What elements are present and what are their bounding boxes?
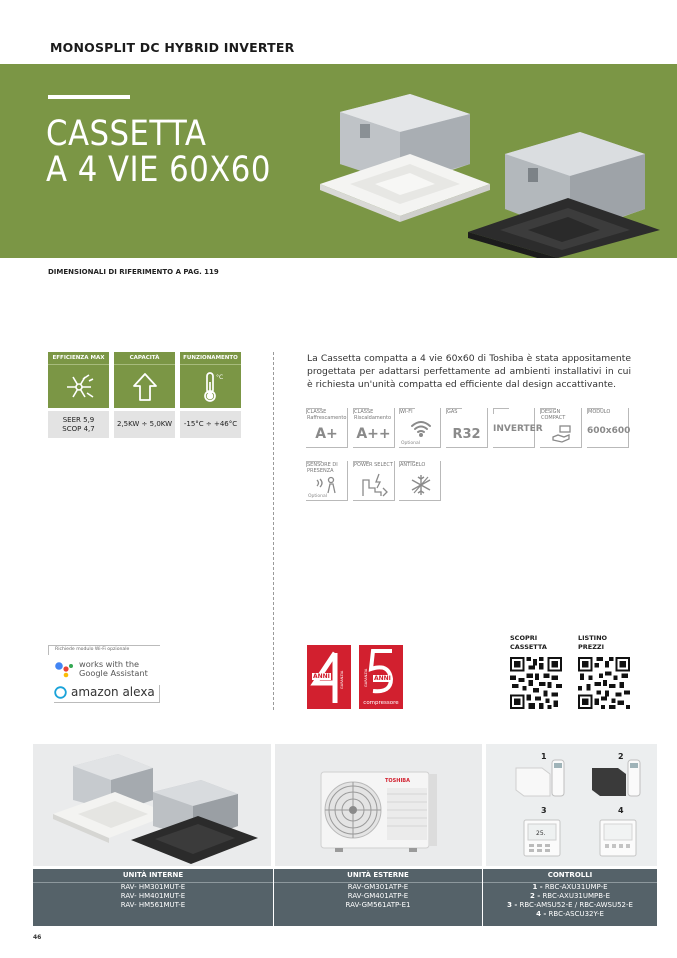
warranty-5-label: ANNI [374, 675, 391, 682]
table-row: RAV-GM561ATP-E1 [345, 901, 411, 909]
badge-module: MODULO 600x600 [587, 408, 629, 448]
controller-num-3: 3 [541, 806, 547, 815]
controller-num-2: 2 [618, 752, 624, 761]
badge-presence-sensor: SENSORE DI PRESENZA Optional [306, 461, 348, 501]
table-row: 1 - RBC-AXU31UMP-E [532, 883, 608, 891]
warranty-5-side: GARANZIA [364, 668, 368, 687]
thermometer-icon [197, 370, 225, 404]
wifi-module-note: Richiede modulo Wi-Fi opzionale [48, 645, 160, 655]
presence-sensor-icon [315, 476, 341, 494]
dimensions-reference: DIMENSIONALI DI RIFERIMENTO A PAG. 119 [48, 268, 219, 276]
hero-title-line1: CASSETTA [46, 114, 207, 154]
svg-text:°C: °C [215, 373, 223, 381]
controllers-image [486, 744, 657, 866]
hand-unit-icon [552, 425, 572, 443]
badge-cooling-class: CLASSE Raffrescamento A+ [306, 408, 348, 448]
qr-code-cassette[interactable] [510, 657, 562, 709]
indoor-units-header: UNITÀ INTERNE [33, 869, 273, 883]
amazon-alexa-badge: amazon alexa [54, 685, 160, 703]
feature-efficiency [48, 352, 109, 438]
models-table [33, 869, 657, 926]
outdoor-units-header: UNITÀ ESTERNE [274, 869, 482, 883]
scop-value: SCOP 4,7 [62, 424, 95, 433]
feature-blocks [48, 352, 241, 438]
badge-gas: GAS R32 [446, 408, 488, 448]
table-row: RAV- HM561MUT-E [120, 901, 186, 909]
indoor-units-image [33, 744, 271, 866]
gas-value: R32 [452, 427, 481, 442]
panel-controllers [486, 744, 657, 866]
warranty-4-years-badge [307, 645, 351, 709]
feature-operating-range [180, 352, 241, 438]
toshiba-logo: TOSHIBA [385, 778, 410, 784]
indoor-units-column [33, 869, 273, 910]
badge-design-compact: DESIGN COMPACT [540, 408, 582, 448]
inverter-value: INVERTER [493, 424, 543, 434]
badge-antifreeze: ANTIGELO [399, 461, 441, 501]
controls-header: CONTROLLI [483, 869, 657, 883]
controller-num-4: 4 [618, 806, 624, 815]
warranty-5-years-badge [359, 645, 403, 709]
cooling-class-value: A+ [315, 426, 338, 442]
snow-sun-icon [63, 371, 95, 403]
hero-title-line2: A 4 VIE 60X60 [46, 150, 271, 190]
table-row: RAV- HM301MUT-E [120, 883, 186, 891]
capacity-value: 2,5KW ÷ 5,0KW [116, 420, 173, 428]
feature-capacity [114, 352, 175, 438]
qr-code-price-list[interactable] [578, 657, 630, 709]
module-value: 600x600 [587, 426, 631, 436]
table-row: RAV-GM401ATP-E [347, 892, 409, 900]
feature-operating-label: FUNZIONAMENTO [180, 352, 241, 364]
controller-num-1: 1 [541, 752, 547, 761]
qr-price-label: LISTINO PREZZI [578, 634, 608, 651]
hero-accent-bar [48, 95, 130, 99]
snowflake-icon [409, 473, 433, 497]
hero-title [46, 116, 271, 188]
warranty-5-bottom: compressore [363, 700, 399, 706]
wifi-icon [410, 419, 432, 437]
warranty-4-label: ANNI [313, 673, 330, 680]
heating-class-value: A++ [356, 426, 391, 442]
google-assistant-icon [54, 660, 74, 678]
power-select-icon [361, 472, 389, 498]
intro-paragraph: La Cassetta compatta a 4 vie 60x60 di Toshiba è stata appositamente progettata per adattarsi perfettamente ad ambienti installativi in cui è richiesta un'unità compatta ed efficiente dal design accattivante. [307, 353, 631, 390]
google-assistant-badge: works with the Google Assistant [54, 660, 160, 678]
qr-discover-label: SCOPRI CASSETTA [510, 634, 547, 651]
hero-banner [0, 64, 677, 258]
table-row: RAV-GM301ATP-E [347, 883, 409, 891]
panel-outdoor-unit [275, 744, 482, 866]
controls-column [483, 869, 657, 919]
panel-indoor-units [33, 744, 271, 866]
page-header-title: MONOSPLIT DC HYBRID INVERTER [50, 40, 295, 55]
arrow-up-icon [131, 371, 159, 403]
badge-wifi: WI-FI Optional [399, 408, 441, 448]
warranty-4-side: GARANZIA [340, 670, 344, 689]
column-divider [273, 352, 274, 710]
outdoor-unit-image [275, 744, 482, 866]
svg-text:25.: 25. [536, 830, 546, 837]
table-row: 4 - RBC-ASCU32Y-E [536, 910, 604, 918]
badge-inverter [493, 408, 543, 448]
operating-range-value: -15°C ÷ +46°C [183, 420, 238, 428]
feature-efficiency-label: EFFICIENZA MAX [48, 352, 109, 364]
badge-heating-class: CLASSE Riscaldamento A++ [353, 408, 395, 448]
voice-assistants-box [48, 645, 160, 711]
cassette-units-image [300, 84, 670, 258]
table-row: 2 - RBC-AXU31UMPB-E [529, 892, 610, 900]
feature-capacity-label: CAPACITÀ [114, 352, 175, 364]
page-number: 46 [33, 934, 42, 941]
table-row: RAV- HM401MUT-E [120, 892, 186, 900]
table-row: 3 - RBC-AMSU52-E / RBC-AWSU52-E [507, 901, 633, 909]
seer-value: SEER 5,9 [62, 415, 95, 424]
alexa-icon [54, 686, 67, 699]
outdoor-units-column [274, 869, 482, 910]
badge-power-select: POWER SELECT [353, 461, 395, 501]
